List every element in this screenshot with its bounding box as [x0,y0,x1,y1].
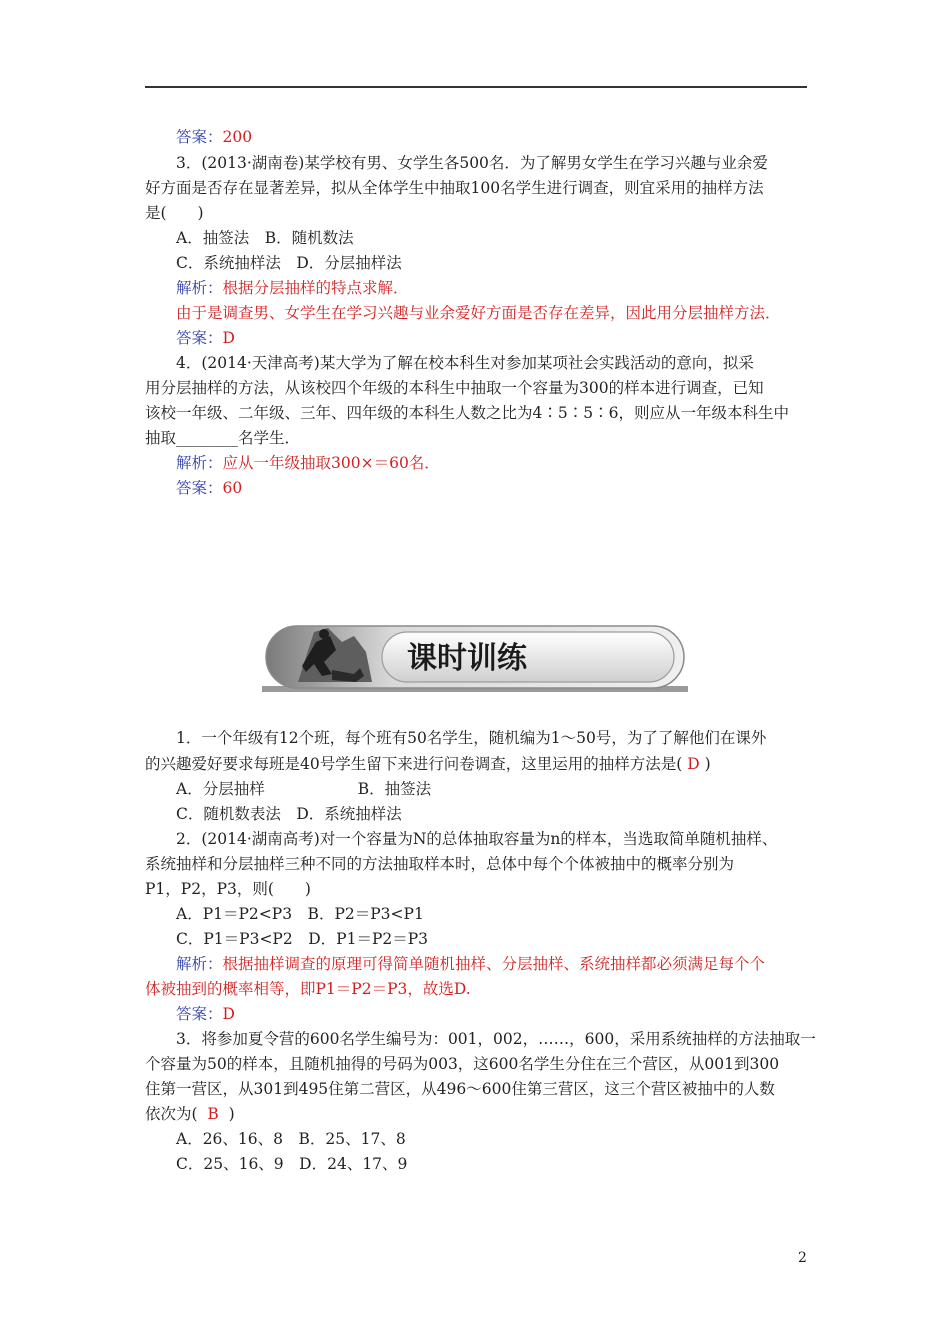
answer-mark: D [687,755,700,773]
analysis-line: 由于是调查男、女学生在学习兴趣与业余爱好方面是否存在差异，因此用分层抽样方法． [176,304,781,322]
answer-label: 答案： [176,1005,223,1023]
analysis-text: 根据分层抽样的特点求解． [222,279,409,297]
answer-line [176,478,242,498]
question-line: 抽取________名学生． [145,429,301,447]
question-line: 用分层抽样的方法，从该校四个年级的本科生中抽取一个容量为300的样本进行调查，已知 [145,379,764,397]
page-number: 2 [798,1250,807,1266]
analysis-label: 解析： [176,279,223,297]
option-line: A．抽签法 B．随机数法 [176,229,354,247]
question-line: P1，P2，P3，则( ) [145,880,311,898]
analysis-line: 体被抽到的概率相等，即P1＝P2＝P3，故选D. [145,980,471,998]
option-line: C．系统抽样法 D．分层抽样法 [176,254,402,272]
question-text: 依次为( [145,1105,198,1123]
analysis-label: 解析： [176,454,223,472]
question-line: 4．(2014·天津高考)某大学为了解在校本科生对参加某项社会实践活动的意向，拟采 [176,354,754,372]
answer-value: D [222,329,235,347]
section-banner [262,612,688,694]
option-line: C．随机数表法 D．系统抽样法 [176,805,402,823]
question-line: 好方面是否存在显著差异，拟从全体学生中抽取100名学生进行调查，则宜采用的抽样方法 [145,179,764,197]
option-line: C．25、16、9 D．24、17、9 [176,1155,408,1173]
question-line: 3．将参加夏令营的600名学生编号为：001，002，……，600，采用系统抽样的方法抽取一 [176,1030,816,1048]
analysis-line [176,278,409,298]
banner-title: 课时训练 [407,641,527,676]
answer-value: D [222,1005,235,1023]
question-text: 的兴趣爱好要求每班是40号学生留下来进行问卷调查，这里运用的抽样方法是( [145,755,683,773]
question-line: 住第一营区，从301到495住第二营区，从496～600住第三营区，这三个营区被抽中的人数 [145,1080,775,1098]
analysis-label: 解析： [176,955,223,973]
question-text: ) [228,1105,235,1123]
question-text: ) [704,755,711,773]
question-line [145,754,711,774]
question-line: 系统抽样和分层抽样三种不同的方法抽取样本时，总体中每个个体被抽中的概率分别为 [145,855,735,873]
header-rule [145,86,807,88]
answer-mark: B [207,1105,219,1123]
answer-line [176,127,252,147]
question-line: 是( ) [145,204,204,222]
analysis-text: 根据抽样调查的原理可得简单随机抽样、分层抽样、系统抽样都必须满足每个个 [222,955,766,973]
analysis-line [176,954,765,974]
option-line: C．P1＝P3<P2 D．P1＝P2＝P3 [176,930,429,948]
option-line: A．26、16、8 B．25、17、8 [176,1130,406,1148]
question-line: 个容量为50的样本，且随机抽得的号码为003，这600名学生分住在三个营区，从001到300 [145,1055,780,1073]
answer-line [176,328,235,348]
analysis-text: 应从一年级抽取300×＝60名． [222,454,440,472]
option-line: A．分层抽样 B．抽签法 [176,780,432,798]
answer-value: 200 [222,128,253,146]
answer-line [176,1004,235,1024]
answer-label: 答案： [176,329,223,347]
answer-label: 答案： [176,479,223,497]
analysis-line [176,453,440,473]
question-line: 1．一个年级有12个班，每个班有50名学生，随机编为1～50号，为了了解他们在课外 [176,729,767,747]
answer-label: 答案： [176,128,223,146]
option-line: A．P1＝P2<P3 B．P2＝P3<P1 [176,905,424,923]
question-line [145,1104,235,1124]
question-line: 该校一年级、二年级、三年、四年级的本科生人数之比为4∶5∶5∶6，则应从一年级本科生中 [145,404,789,422]
question-line: 3．(2013·湖南卷)某学校有男、女学生各500名．为了解男女学生在学习兴趣与业余爱 [176,154,768,172]
answer-value: 60 [222,479,243,497]
question-line: 2．(2014·湖南高考)对一个容量为N的总体抽取容量为n的样本，当选取简单随机抽样、 [176,830,778,848]
